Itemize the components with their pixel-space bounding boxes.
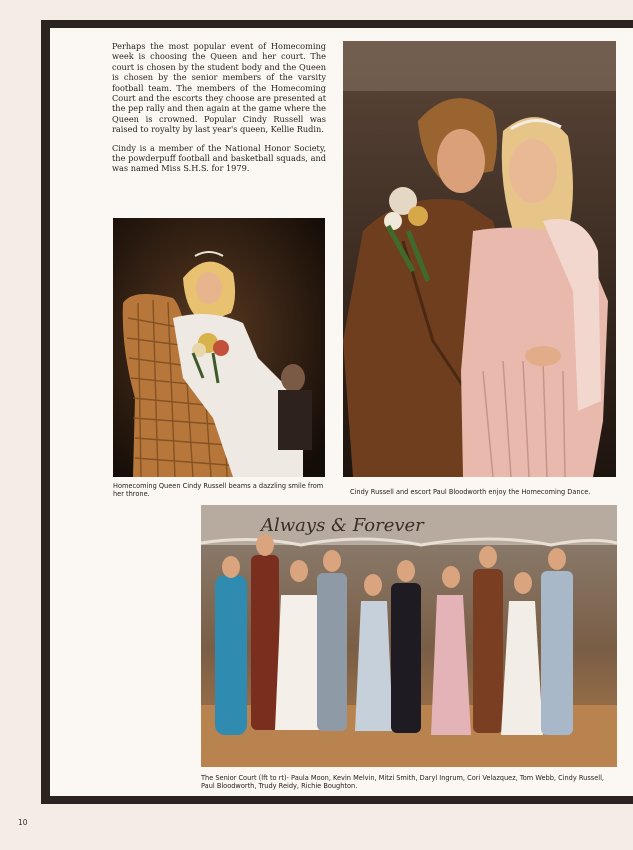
court-banner-text: Always & Forever (261, 515, 424, 536)
caption-senior-court: The Senior Court (lft to rt)- Paula Moon, Kevin Melvin, Mitzi Smith, Daryl Ingrum, Cori Velazquez, Tom Webb, Cindy Russell, Paul Bloodworth, Trudy Reidy, Richie Boughton. (201, 774, 605, 791)
photo-queen-throne (113, 218, 325, 477)
caption-homecoming-dance: Cindy Russell and escort Paul Bloodworth enjoy the Homecoming Dance. (350, 488, 591, 496)
intro-paragraph-2: Cindy is a member of the National Honor Society, the powderpuff football and basketball squads, and was named Miss S.H.S. for 1979. (112, 142, 326, 174)
photo-queen-throne-image (113, 218, 325, 477)
caption-queen-throne: Homecoming Queen Cindy Russell beams a dazzling smile from her throne. (113, 482, 324, 499)
intro-text (112, 41, 326, 182)
photo-senior-court-image (201, 505, 617, 767)
photo-homecoming-dance-image (343, 41, 616, 477)
intro-paragraph-1: Perhaps the most popular event of Homecoming week is choosing the Queen and her court. The court is chosen by the student body and the Queen is chosen by the senior members of the varsity football team. The members of the Homecoming Court and the escorts they choose are presented at the pep rally and then again at the game where the Queen is crowned. Popular Cindy Russell was raised to royalty by last year's queen, Kellie Rudin. (112, 41, 326, 135)
photo-senior-court (201, 505, 617, 767)
photo-homecoming-dance (343, 41, 616, 477)
page-number: 10 (18, 818, 28, 827)
